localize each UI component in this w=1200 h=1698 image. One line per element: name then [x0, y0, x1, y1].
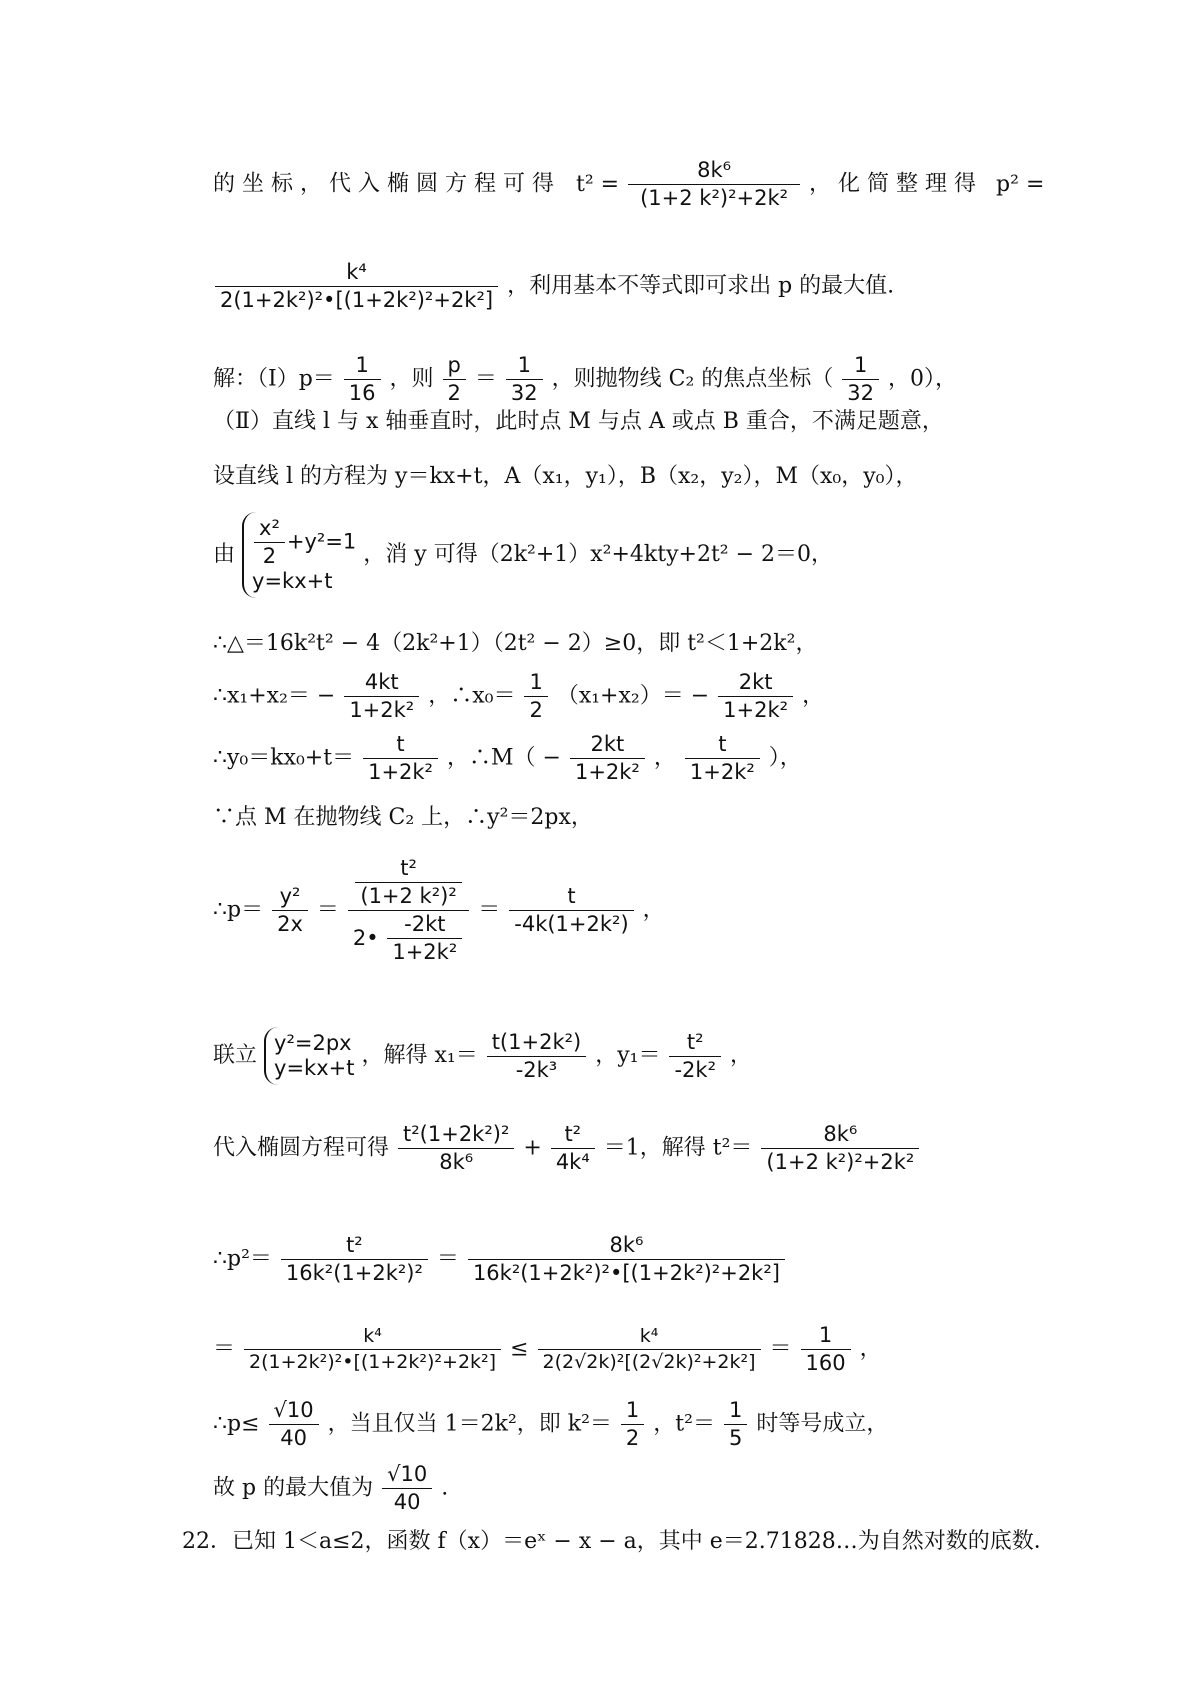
math: t² =: [576, 171, 620, 197]
math: p² =: [996, 171, 1045, 197]
numerator: 1: [529, 670, 543, 694]
text: ，利用基本不等式即可求出 p 的最大值.: [507, 273, 895, 299]
fraction: [355, 858, 461, 907]
text: ≤: [510, 1336, 529, 1362]
numerator: t(1+2k²): [491, 1029, 582, 1054]
compound-fraction: [348, 858, 469, 963]
numerator: √10: [387, 1462, 428, 1486]
fraction: [842, 355, 879, 404]
denominator: 2(2√2k)²[(2√2k)²+2k²]: [538, 1349, 761, 1372]
denominator: 1+2k²: [570, 758, 645, 783]
fraction: [487, 1029, 587, 1082]
fraction: [685, 734, 760, 783]
numerator: p: [447, 353, 461, 377]
text: ），: [768, 745, 802, 771]
text: ，消 y 可得（2k²+1）x²+4kty+2t² − 2＝0，: [363, 542, 834, 567]
numerator: t²: [564, 1122, 582, 1146]
denominator: 2: [443, 379, 466, 404]
solution-line-15: [213, 1325, 882, 1374]
text: ，解得 x₁＝: [361, 1043, 478, 1068]
denominator: 16: [344, 379, 381, 404]
text: 时等号成立，: [756, 1411, 889, 1437]
denominator: 16k²(1+2k²)²•[(1+2k²)²+2k²]: [468, 1259, 785, 1284]
fraction: [628, 160, 800, 209]
solution-line-8: [213, 672, 824, 721]
text: ∴△＝16k²t² − 4（2k²+1）（2t² − 2）≥0，即 t²＜1+2k²，: [213, 631, 818, 656]
text: 的坐标，代入椭圆方程可得: [213, 171, 562, 197]
denominator: 8k⁶: [398, 1148, 514, 1173]
text: ，∴M（ −: [446, 745, 561, 771]
fraction: [524, 672, 547, 721]
denominator: 2(1+2k²)²•[(1+2k²)²+2k²]: [215, 286, 498, 311]
text: ＝1，解得 t²＝: [603, 1135, 753, 1161]
numerator: k⁴: [346, 260, 367, 284]
fraction: [761, 1124, 919, 1173]
text: ，0），: [888, 366, 958, 392]
numerator: √10: [273, 1398, 314, 1422]
text: ，: [730, 1043, 753, 1068]
fraction: [269, 1400, 319, 1449]
text: ，则抛物线 C₂ 的焦点坐标（: [551, 366, 834, 392]
solution-line-13: [213, 1124, 921, 1173]
text: ∴p≤: [213, 1411, 260, 1437]
system-row: y=kx+t: [274, 1056, 355, 1080]
text: （x₁+x₂）＝ −: [556, 683, 710, 709]
equation: +y²=1: [286, 529, 357, 554]
denominator: [348, 910, 469, 963]
solution-line-9: [213, 734, 802, 783]
solution-line-17: [213, 1464, 448, 1513]
numerator: t²: [346, 1233, 363, 1257]
numerator: 8k⁶: [697, 158, 732, 182]
solution-line-7: [213, 633, 817, 655]
text: 解：（Ⅰ）p＝: [213, 366, 335, 392]
text: ＝: [478, 897, 501, 923]
text: .: [441, 1475, 449, 1501]
solution-line-4: [213, 411, 944, 433]
system-row: y=kx+t: [252, 569, 333, 593]
fraction: [509, 886, 633, 935]
numerator: t²(1+2k²)²: [403, 1122, 510, 1146]
text: ，: [859, 1336, 882, 1362]
numerator: t: [567, 884, 576, 908]
fraction: [344, 355, 381, 404]
numerator: t: [718, 732, 727, 756]
denominator: -2k²: [669, 1056, 721, 1081]
numerator: 1: [517, 353, 531, 377]
text: 22．已知 1＜a≤2，函数 f（x）＝eˣ − x − a，其中 e＝2.71828…为自然对数的底数．: [182, 1529, 1056, 1554]
denominator: 2: [524, 696, 547, 721]
denominator: 4k⁴: [551, 1148, 595, 1173]
text: ∴p＝: [213, 897, 264, 923]
solution-line-3: [213, 355, 957, 404]
denominator: 1+2k²: [363, 758, 438, 783]
text: ，t²＝: [653, 1411, 715, 1437]
text: +: [523, 1135, 542, 1161]
denominator: 2: [254, 542, 285, 567]
fraction: [443, 355, 466, 404]
denominator: (1+2 k²)²: [355, 882, 461, 907]
denominator: 1+2k²: [387, 938, 462, 963]
numerator: y²: [279, 884, 301, 908]
denominator: 1+2k²: [718, 696, 793, 721]
text: ∴p²＝: [213, 1246, 272, 1272]
fraction: [538, 1327, 761, 1372]
fraction: [468, 1235, 785, 1284]
numerator: t²: [686, 1029, 704, 1054]
denominator: (1+2 k²)²+2k²: [761, 1148, 919, 1173]
fraction: [801, 1325, 851, 1374]
text: ＝: [474, 366, 497, 392]
fraction: [254, 518, 285, 567]
fraction: [718, 672, 793, 721]
problem-22-statement: [182, 1531, 1056, 1553]
fraction: [215, 262, 498, 311]
numerator: t²: [400, 856, 417, 880]
text: ∴x₁+x₂＝ −: [213, 683, 336, 709]
numerator: x²: [259, 516, 280, 540]
text: 由: [213, 542, 236, 567]
text: ＝: [769, 1336, 792, 1362]
numerator: [348, 858, 469, 910]
text: ，∴x₀＝: [428, 683, 516, 709]
text: ＝: [316, 897, 339, 923]
denominator: 1+2k²: [344, 696, 419, 721]
fraction: [570, 734, 645, 783]
solution-line-1: [213, 160, 1044, 209]
numerator: 1: [355, 353, 369, 377]
solution-line-2: [213, 262, 894, 311]
fraction: [398, 1124, 514, 1173]
solution-line-5: [213, 466, 917, 488]
fraction: [551, 1124, 595, 1173]
denominator: (1+2 k²)²+2k²: [628, 184, 800, 209]
text: ，: [653, 745, 676, 771]
text: （Ⅱ）直线 l 与 x 轴垂直时，此时点 M 与点 A 或点 B 重合，不满足题意，: [213, 409, 944, 434]
text: 代入椭圆方程可得: [213, 1135, 390, 1161]
numerator: k⁴: [639, 1325, 659, 1347]
denominator: 160: [801, 1349, 851, 1374]
text: ，: [802, 683, 825, 709]
numerator: -2kt: [404, 912, 446, 936]
numerator: 1: [728, 1398, 743, 1422]
numerator: 1: [853, 353, 868, 377]
text: ，: [642, 897, 665, 923]
text: ∵点 M 在抛物线 C₂ 上，∴y²＝2px，: [213, 805, 593, 830]
text: ＝: [436, 1246, 459, 1272]
fraction: [387, 914, 462, 963]
fraction: [272, 886, 308, 935]
system-row: [252, 518, 356, 567]
fraction: [621, 1400, 644, 1449]
denominator: 40: [269, 1424, 319, 1449]
equation-system: [264, 1027, 354, 1085]
denominator: 32: [842, 379, 879, 404]
fraction: [506, 355, 543, 404]
system-row: y²=2px: [274, 1031, 352, 1055]
solution-line-16: [213, 1400, 888, 1449]
fraction: [363, 734, 438, 783]
numerator: 4kt: [364, 670, 399, 694]
text: ∴y₀＝kx₀+t＝: [213, 745, 355, 771]
fraction: [244, 1327, 501, 1372]
fraction: [281, 1235, 428, 1284]
text: 联立: [213, 1043, 258, 1068]
fraction: [344, 672, 419, 721]
denominator: 40: [382, 1488, 432, 1513]
solution-line-6: [213, 512, 833, 598]
numerator: k⁴: [363, 1325, 382, 1347]
text: ，y₁＝: [595, 1043, 661, 1068]
denominator: 2(1+2k²)²•[(1+2k²)²+2k²]: [244, 1349, 501, 1372]
denominator: 5: [724, 1424, 747, 1449]
numerator: 2kt: [738, 670, 773, 694]
solution-line-11: [213, 858, 665, 963]
solution-line-14: [213, 1235, 787, 1284]
denominator: -2k³: [487, 1056, 587, 1081]
fraction: [382, 1464, 432, 1513]
solution-line-10: [213, 807, 593, 829]
denominator: 16k²(1+2k²)²: [281, 1259, 428, 1284]
numerator: 8k⁶: [823, 1122, 858, 1146]
denominator: 2: [621, 1424, 644, 1449]
text: 故 p 的最大值为: [213, 1475, 374, 1501]
denominator: 1+2k²: [685, 758, 760, 783]
text: 设直线 l 的方程为 y＝kx+t，A（x₁，y₁），B（x₂，y₂），M（x₀，y₀），: [213, 464, 918, 489]
fraction: [669, 1029, 721, 1082]
numerator: t: [396, 732, 405, 756]
numerator: 8k⁶: [609, 1233, 644, 1257]
text: ，化简整理得: [809, 171, 984, 197]
math: 2•: [352, 926, 379, 950]
fraction: [724, 1400, 747, 1449]
text: ＝: [213, 1336, 236, 1362]
denominator: 2x: [272, 910, 308, 935]
denominator: -4k(1+2k²): [509, 910, 633, 935]
denominator: 32: [506, 379, 543, 404]
solution-line-12: [213, 1027, 752, 1085]
numerator: 1: [625, 1398, 640, 1422]
numerator: 1: [818, 1323, 833, 1347]
text: ，则: [389, 366, 434, 392]
numerator: 2kt: [590, 732, 625, 756]
text: ，当且仅当 1＝2k²，即 k²＝: [327, 1411, 612, 1437]
equation-system: [242, 512, 356, 598]
